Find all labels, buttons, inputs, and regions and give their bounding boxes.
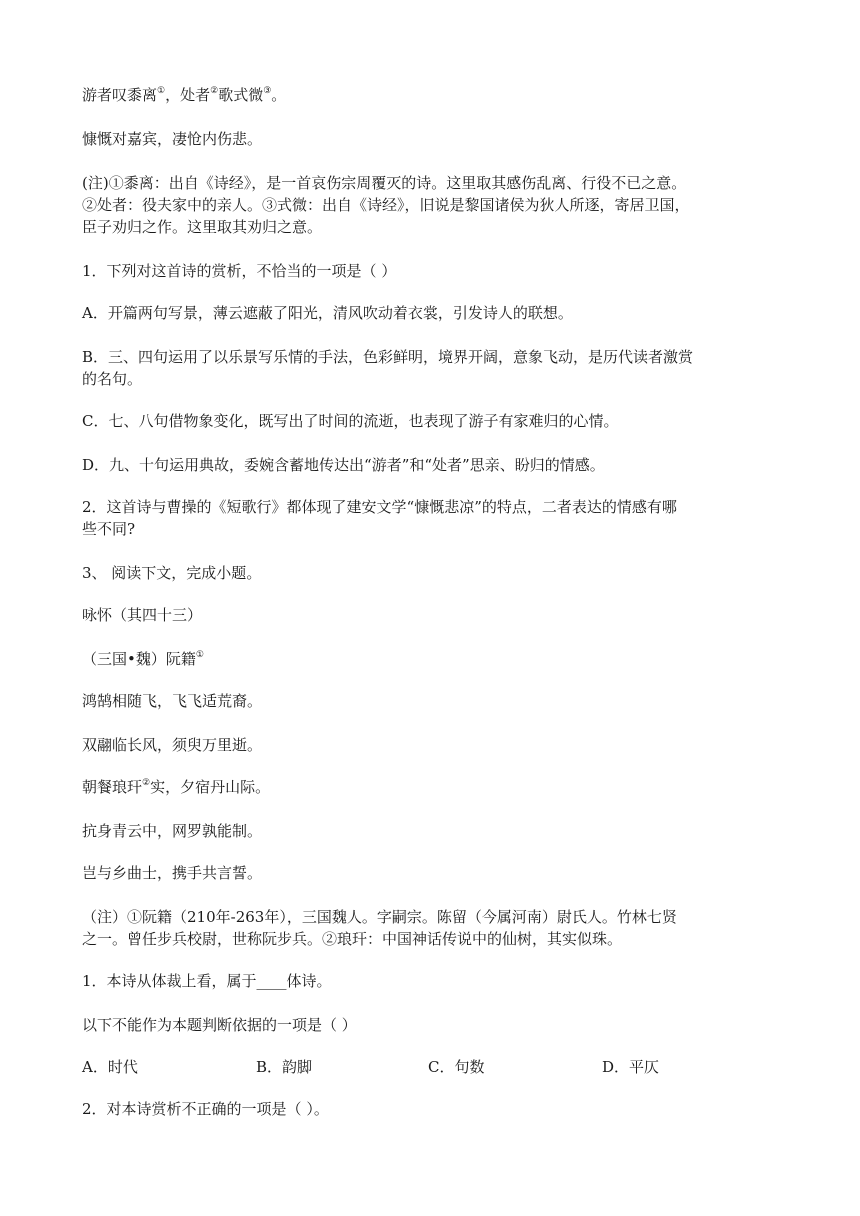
poem-line: 朝餐琅玕②实，夕宿丹山际。 bbox=[82, 778, 271, 796]
note-line: （注）①阮籍（210年-263年），三国魏人。字嗣宗。陈留（今属河南）尉氏人。竹林七贤 bbox=[82, 908, 677, 926]
section-intro: 3、 阅读下文，完成小题。 bbox=[82, 564, 262, 582]
note-line: ②处者：役夫家中的亲人。③式微：出自《诗经》，旧说是黎国诸侯为狄人所逐，寄居卫国， bbox=[82, 196, 690, 214]
footnote-mark: ② bbox=[210, 86, 219, 96]
poem-line: 岂与乡曲士，携手共言誓。 bbox=[82, 864, 263, 882]
footnote-mark: ③ bbox=[263, 86, 272, 96]
option-c: C．句数 bbox=[428, 1058, 485, 1076]
footnote-mark: ② bbox=[142, 778, 151, 788]
footnote-mark: ① bbox=[157, 86, 166, 96]
footnote-mark: ① bbox=[195, 650, 204, 660]
question-sub: 以下不能作为本题判断依据的一项是（ ） bbox=[82, 1016, 357, 1034]
note-line: 臣子劝归之作。这里取其劝归之意。 bbox=[82, 218, 323, 236]
option-d: D．九、十句运用典故，委婉含蓄地传达出“游者”和“处者”思亲、盼归的情感。 bbox=[82, 456, 605, 474]
poem-line: 鸿鹄相随飞，飞飞适荒裔。 bbox=[82, 692, 263, 710]
poem-line: 抗身青云中，网罗孰能制。 bbox=[82, 822, 263, 840]
poem-line: 双翮临长风，须臾万里逝。 bbox=[82, 736, 263, 754]
question-stem-cont: 些不同? bbox=[82, 520, 136, 538]
option-a: A．开篇两句写景，薄云遮蔽了阳光，清风吹动着衣裳，引发诗人的联想。 bbox=[82, 304, 573, 322]
poem-line: 游者叹黍离①，处者②歌式微③。 bbox=[82, 86, 287, 104]
option-a: A．时代 bbox=[82, 1058, 138, 1076]
option-b: B．三、四句运用了以乐景写乐情的手法，色彩鲜明，境界开阔，意象飞动，是历代读者激赏 bbox=[82, 348, 694, 366]
poem-author: （三国•魏）阮籍① bbox=[82, 650, 204, 668]
option-d: D．平仄 bbox=[602, 1058, 660, 1076]
option-c: C．七、八句借物象变化，既写出了时间的流逝，也表现了游子有家难归的心情。 bbox=[82, 412, 619, 430]
poem-title: 咏怀（其四十三） bbox=[82, 606, 203, 624]
question-stem: 2．这首诗与曹操的《短歌行》都体现了建安文学“慷慨悲凉”的特点，二者表达的情感有哪 bbox=[82, 498, 677, 516]
note-line: (注)①黍离：出自《诗经》，是一首哀伤宗周覆灭的诗。这里取其感伤乱离、行役不已之意。 bbox=[82, 174, 687, 192]
poem-line: 慷慨对嘉宾，凄怆内伤悲。 bbox=[82, 130, 263, 148]
question-stem: 2．对本诗赏析不正确的一项是（ ）。 bbox=[82, 1100, 329, 1118]
question-stem: 1．下列对这首诗的赏析，不恰当的一项是（ ） bbox=[82, 262, 397, 280]
question-stem: 1．本诗从体裁上看，属于____体诗。 bbox=[82, 972, 332, 990]
option-b: B．韵脚 bbox=[256, 1058, 313, 1076]
option-b-cont: 的名句。 bbox=[82, 370, 143, 388]
note-line: 之一。曾任步兵校尉，世称阮步兵。②琅玕：中国神话传说中的仙树，其实似珠。 bbox=[82, 930, 623, 948]
